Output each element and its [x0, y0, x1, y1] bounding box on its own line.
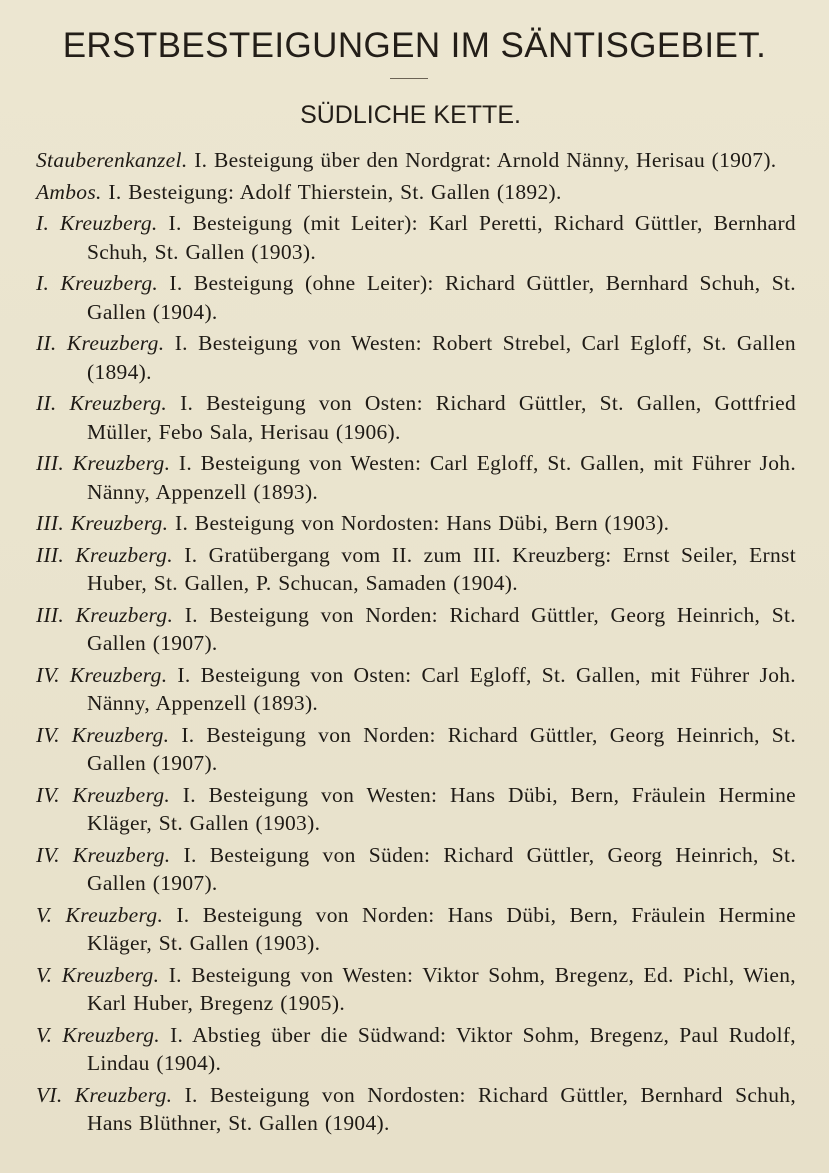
ascent-entry: V. Kreuzberg. I. Besteigung von Westen: Viktor Sohm, Bregenz, Ed. Pichl, Wien, Karl Huber, Bregenz (1905). — [36, 962, 796, 1015]
ascent-details: I. Besteigung von Westen: Hans Dübi, Bern, Fräulein Hermine Kläger, St. Gallen (1903). — [87, 782, 796, 835]
ascent-entry: II. Kreuzberg. I. Besteigung von Osten: Richard Güttler, St. Gallen, Gottfried Müller, Febo Sala, Herisau (1906). — [36, 391, 797, 444]
ascent-entry: IV. Kreuzberg. I. Besteigung von Süden: Richard Güttler, Georg Heinrich, St. Gallen (1907). — [36, 842, 796, 895]
ascent-entry: IV. Kreuzberg. I. Besteigung von Westen: Hans Dübi, Bern, Fräulein Hermine Kläger, St. Gallen (1903). — [36, 782, 796, 835]
peak-name: I. Kreuzberg — [36, 211, 152, 235]
ascent-details: I. Abstieg über die Südwand: Viktor Sohm, Bregenz, Paul Rudolf, Lindau (1904). — [87, 1022, 796, 1075]
ascent-entry: III. Kreuzberg. I. Besteigung von Westen: Carl Egloff, St. Gallen, mit Führer Joh. Nänny, Appenzell (1893). — [36, 451, 796, 504]
peak-name: II. Kreuzberg — [36, 391, 162, 415]
ascent-entry: V. Kreuzberg. I. Besteigung von Norden: Hans Dübi, Bern, Fräulein Hermine Kläger, St. Gallen (1903). — [36, 902, 796, 955]
peak-name: III. Kreuzberg — [36, 542, 168, 567]
ascent-details: I. Besteigung von Nordosten: Hans Dübi, Bern (1903). — [175, 511, 670, 535]
ascent-entry: V. Kreuzberg. I. Abstieg über die Südwand: Viktor Sohm, Bregenz, Paul Rudolf, Lindau (1904). — [36, 1022, 796, 1075]
ascent-details: I. Besteigung (mit Leiter): Karl Peretti, Richard Güttler, Bernhard Schuh, St. Gallen (1903). — [87, 211, 796, 264]
ascent-details: I. Besteigung von Westen: Carl Egloff, St. Gallen, mit Führer Joh. Nänny, Appenzell (1893). — [87, 451, 796, 504]
peak-name: II. Kreuzberg — [36, 331, 159, 355]
ascent-list — [36, 146, 796, 1141]
ascent-details: I. Besteigung über den Nordgrat: Arnold Nänny, Herisau (1907). — [194, 148, 777, 172]
page-title: ERSTBESTEIGUNGEN IM SÄNTISGEBIET. — [62, 26, 767, 65]
ascent-entry: III. Kreuzberg. I. Besteigung von Norden: Richard Güttler, Georg Heinrich, St. Gallen (1907). — [36, 602, 796, 655]
ascent-entry: III. Kreuzberg. I. Besteigung von Nordosten: Hans Dübi, Bern (1903). — [36, 511, 670, 535]
peak-name: IV. Kreuzberg — [36, 722, 164, 747]
ascent-entry: I. Kreuzberg. I. Besteigung (mit Leiter): Karl Peretti, Richard Güttler, Bernhard Schuh, St. Gallen (1903). — [36, 211, 796, 264]
ascent-entry: IV. Kreuzberg. I. Besteigung von Norden: Richard Güttler, Georg Heinrich, St. Gallen (1907). — [36, 722, 796, 775]
ascent-entry: IV. Kreuzberg. I. Besteigung von Osten: Carl Egloff, St. Gallen, mit Führer Joh. Nänny, Appenzell (1893). — [36, 662, 796, 715]
peak-name: V. Kreuzberg — [36, 962, 154, 987]
section-heading: SÜDLICHE KETTE. — [300, 101, 521, 129]
peak-name: III. Kreuzberg — [36, 511, 163, 535]
peak-name: V. Kreuzberg — [36, 902, 158, 927]
ascent-details: I. Besteigung von Osten: Richard Güttler, St. Gallen, Gottfried Müller, Febo Sala, Herisau (1906). — [87, 391, 797, 444]
ascent-details: I. Besteigung: Adolf Thierstein, St. Gallen (1892). — [108, 179, 562, 204]
ascent-details: I. Besteigung (ohne Leiter): Richard Güttler, Bernhard Schuh, St. Gallen (1904). — [87, 271, 796, 324]
ascent-entry: Ambos. I. Besteigung: Adolf Thierstein, St. Gallen (1892). — [36, 179, 562, 204]
peak-name: I. Kreuzberg — [36, 271, 153, 295]
peak-name: III. Kreuzberg — [36, 451, 165, 475]
ascent-details: I. Besteigung von Norden: Richard Güttler, Georg Heinrich, St. Gallen (1907). — [87, 722, 796, 775]
ascent-details: I. Besteigung von Süden: Richard Güttler, Georg Heinrich, St. Gallen (1907). — [87, 842, 796, 895]
ascent-entry: VI. Kreuzberg. I. Besteigung von Nordosten: Richard Güttler, Bernhard Schuh, Hans Blüthner, St. Gallen (1904). — [36, 1082, 796, 1135]
ascent-details: I. Besteigung von Westen: Viktor Sohm, Bregenz, Ed. Pichl, Wien, Karl Huber, Bregenz (1905). — [87, 962, 796, 1015]
ascent-details: I. Besteigung von Nordosten: Richard Güttler, Bernhard Schuh, Hans Blüthner, St. Gallen (1904). — [87, 1082, 796, 1135]
peak-name: IV. Kreuzberg — [36, 782, 165, 807]
peak-name: Stauberenkanzel — [36, 148, 182, 172]
peak-name: VI. Kreuzberg — [36, 1082, 167, 1107]
ascent-details: I. Besteigung von Norden: Hans Dübi, Bern, Fräulein Hermine Kläger, St. Gallen (1903). — [87, 902, 796, 955]
peak-name: IV. Kreuzberg — [36, 662, 162, 687]
peak-name: Ambos — [36, 179, 97, 204]
ascent-details: I. Gratübergang vom II. zum III. Kreuzberg: Ernst Seiler, Ernst Huber, St. Gallen, P. Schucan, Samaden (1904). — [87, 542, 796, 595]
ascent-entry: Stauberenkanzel. I. Besteigung über den Nordgrat: Arnold Nänny, Herisau (1907). — [36, 148, 777, 172]
peak-name: III. Kreuzberg — [36, 602, 168, 627]
peak-name: V. Kreuzberg — [36, 1022, 155, 1047]
title-divider — [390, 78, 428, 79]
ascent-details: I. Besteigung von Westen: Robert Strebel, Carl Egloff, St. Gallen (1894). — [87, 331, 796, 384]
ascent-details: I. Besteigung von Osten: Carl Egloff, St. Gallen, mit Führer Joh. Nänny, Appenzell (1893). — [87, 662, 796, 715]
ascent-entry: III. Kreuzberg. I. Gratübergang vom II. zum III. Kreuzberg: Ernst Seiler, Ernst Huber, St. Gallen, P. Schucan, Samaden (1904). — [36, 542, 796, 595]
ascent-details: I. Besteigung von Norden: Richard Güttler, Georg Heinrich, St. Gallen (1907). — [87, 602, 796, 655]
peak-name: IV. Kreuzberg — [36, 842, 165, 867]
ascent-entry: II. Kreuzberg. I. Besteigung von Westen: Robert Strebel, Carl Egloff, St. Gallen (1894). — [36, 331, 796, 384]
ascent-entry: I. Kreuzberg. I. Besteigung (ohne Leiter): Richard Güttler, Bernhard Schuh, St. Gallen (1904). — [36, 271, 796, 324]
